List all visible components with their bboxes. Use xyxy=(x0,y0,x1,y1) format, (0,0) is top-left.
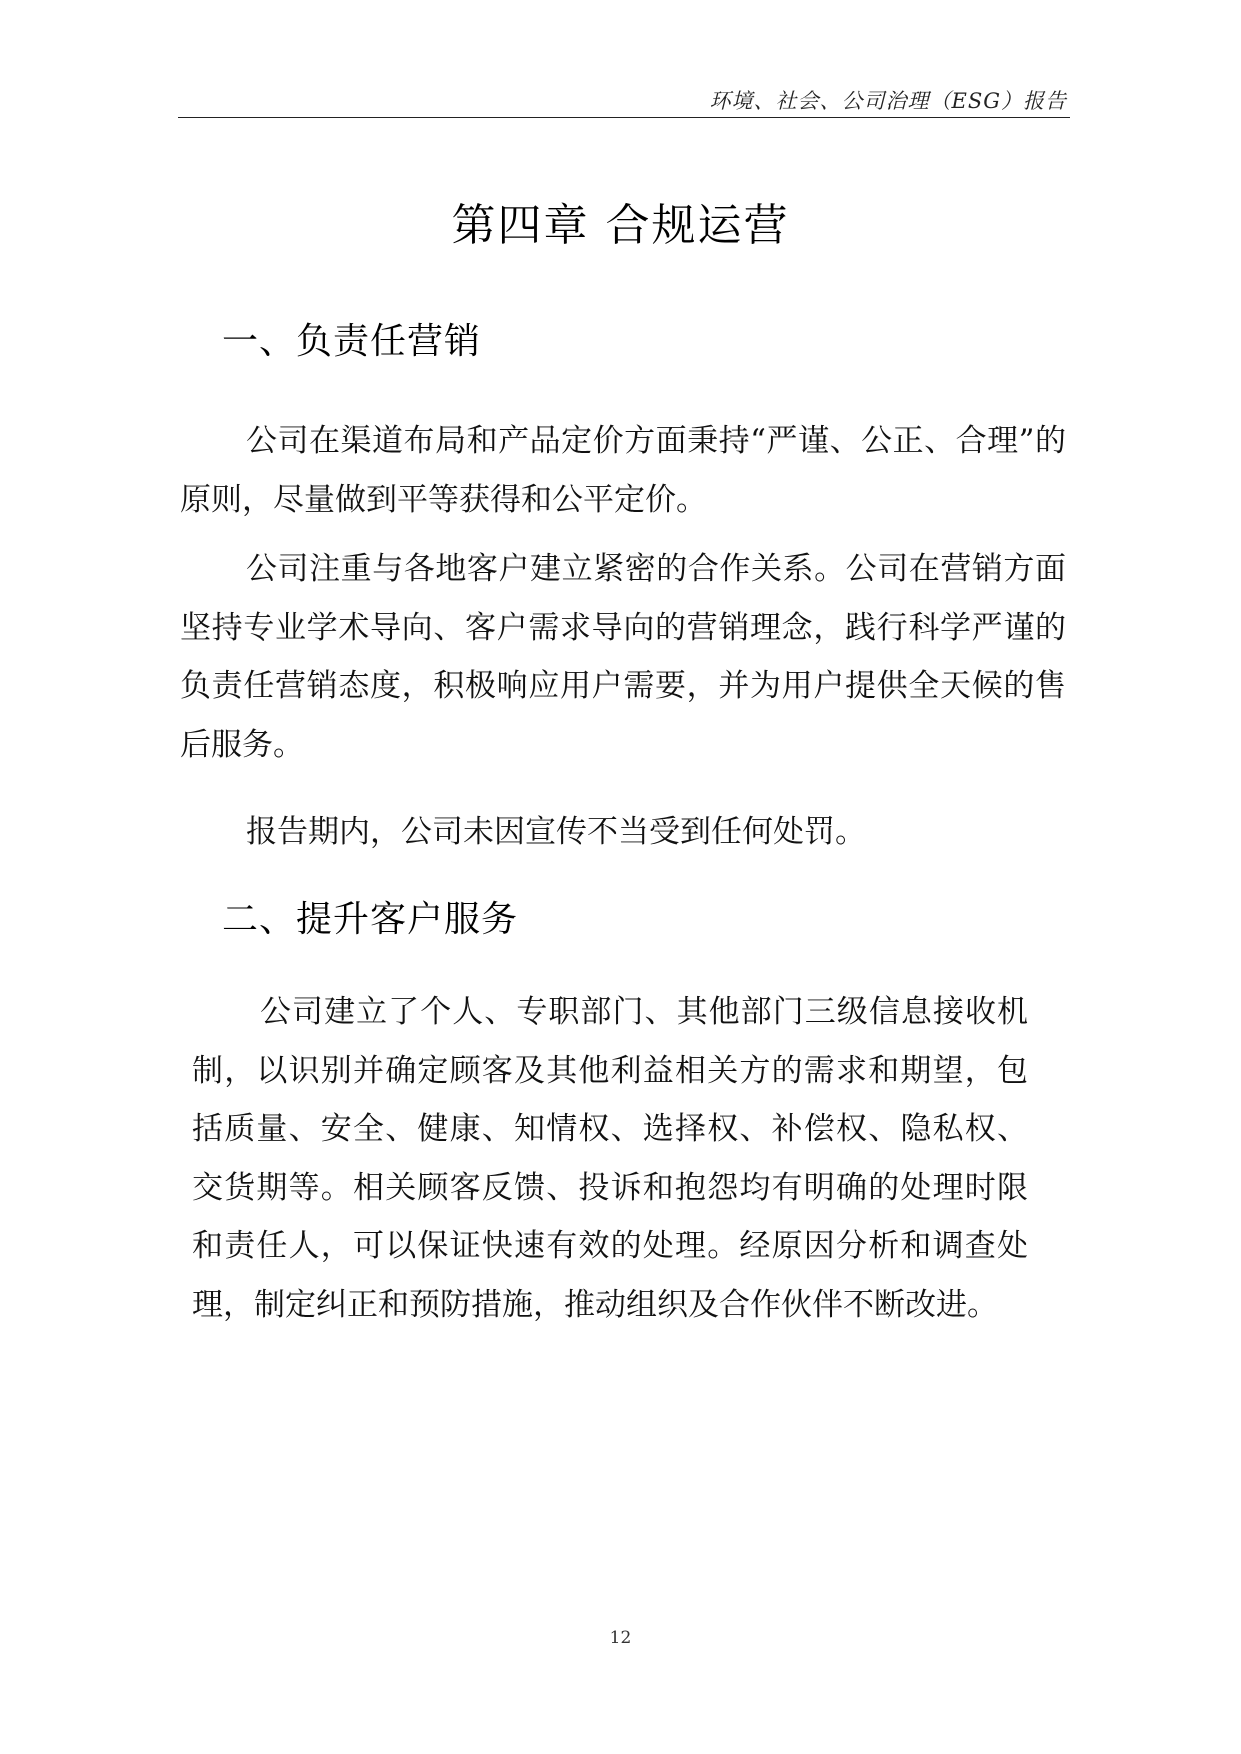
header-rule xyxy=(178,117,1070,118)
running-header: 环境、社会、公司治理（ESG）报告 xyxy=(709,89,1067,113)
paragraph-pricing-principle: 公司在渠道布局和产品定价方面秉持“严谨、公正、合理”的原则，尽量做到平等获得和公平定价。 xyxy=(180,423,1066,518)
paragraph-no-penalty: 报告期内，公司未因宣传不当受到任何处罚。 xyxy=(246,814,866,850)
section-heading-customer-service: 二、提升客户服务 xyxy=(222,899,519,940)
page-number: 12 xyxy=(609,1628,632,1648)
paragraph-customer-relations: 公司注重与各地客户建立紧密的合作关系。公司在营销方面坚持专业学术导向、客户需求导向的营销理念，践行科学严谨的负责任营销态度，积极响应用户需要，并为用户提供全天候的售后服务。 xyxy=(180,551,1066,763)
paragraph-feedback-mechanism: 公司建立了个人、专职部门、其他部门三级信息接收机制，以识别并确定顾客及其他利益相关方的需求和期望，包括质量、安全、健康、知情权、选择权、补偿权、隐私权、交货期等。相关顾客反馈、投诉和抱怨均有明确的处理时限和责任人，可以保证快速有效的处理。经原因分析和调查处理，制定纠正和预防措施，推动组织及合作伙伴不断改进。 xyxy=(192,994,1028,1323)
chapter-title: 第四章 合规运营 xyxy=(451,200,790,251)
section-heading-responsible-marketing: 一、负责任营销 xyxy=(222,321,482,362)
